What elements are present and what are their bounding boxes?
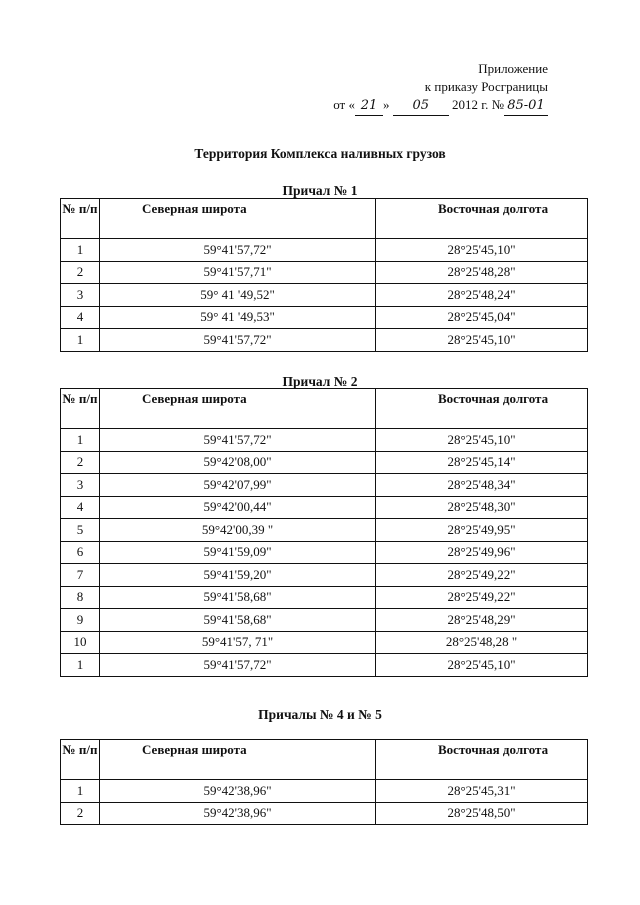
row-number: 1 (61, 429, 100, 452)
header-lon: Восточная долгота (376, 199, 588, 239)
row-number: 7 (61, 564, 100, 587)
row-number: 1 (61, 239, 100, 262)
date-prefix: от « (333, 97, 355, 112)
latitude-cell: 59° 41 '49,53" (100, 306, 376, 329)
berth45-table (60, 739, 588, 825)
header-lat: Северная широта (100, 199, 376, 239)
longitude-cell: 28°25'48,30" (376, 496, 588, 519)
longitude-cell: 28°25'49,22" (376, 586, 588, 609)
latitude-cell: 59°41'57,72" (100, 654, 376, 677)
table-header-row (61, 740, 588, 780)
longitude-cell: 28°25'49,22" (376, 564, 588, 587)
longitude-cell: 28°25'49,95" (376, 519, 588, 542)
longitude-cell: 28°25'45,04" (376, 306, 588, 329)
table-row (61, 541, 588, 564)
longitude-cell: 28°25'49,96" (376, 541, 588, 564)
latitude-cell: 59°41'57,72" (100, 239, 376, 262)
date-day: 21 (355, 97, 383, 116)
latitude-cell: 59°42'07,99" (100, 474, 376, 497)
longitude-cell: 28°25'48,28 " (376, 631, 588, 654)
latitude-cell: 59°41'59,09" (100, 541, 376, 564)
berth2-caption: Причал № 2 (282, 374, 358, 389)
order-number: 85-01 (504, 97, 548, 116)
table-row (61, 519, 588, 542)
row-number: 10 (61, 631, 100, 654)
latitude-cell: 59°42'00,44" (100, 496, 376, 519)
row-number: 8 (61, 586, 100, 609)
table-row (61, 239, 588, 262)
latitude-cell: 59° 41 '49,52" (100, 284, 376, 307)
row-number: 2 (61, 261, 100, 284)
table-row (61, 631, 588, 654)
longitude-cell: 28°25'45,14" (376, 451, 588, 474)
row-number: 6 (61, 541, 100, 564)
longitude-cell: 28°25'45,10" (376, 429, 588, 452)
latitude-cell: 59°42'38,96" (100, 780, 376, 803)
latitude-cell: 59°42'38,96" (100, 802, 376, 825)
row-number: 9 (61, 609, 100, 632)
longitude-cell: 28°25'48,34" (376, 474, 588, 497)
table-header-row (61, 199, 588, 239)
row-number: 3 (61, 474, 100, 497)
table-row (61, 586, 588, 609)
row-number: 2 (61, 451, 100, 474)
table-row (61, 654, 588, 677)
date-year: 2012 г. № (451, 97, 504, 112)
berth1-table (60, 198, 588, 352)
appendix-header (333, 60, 548, 116)
header-num: № п/п (61, 740, 100, 780)
row-number: 1 (61, 780, 100, 803)
row-number: 1 (61, 329, 100, 352)
row-number: 1 (61, 654, 100, 677)
latitude-cell: 59°41'59,20" (100, 564, 376, 587)
document-title: Территория Комплекса наливных грузов (194, 146, 446, 161)
row-number: 3 (61, 284, 100, 307)
table-header-row (61, 389, 588, 429)
latitude-cell: 59°41'58,68" (100, 586, 376, 609)
table-row (61, 474, 588, 497)
table-row (61, 609, 588, 632)
header-lat: Северная широта (100, 740, 376, 780)
latitude-cell: 59°41'57,72" (100, 329, 376, 352)
longitude-cell: 28°25'45,10" (376, 239, 588, 262)
longitude-cell: 28°25'48,29" (376, 609, 588, 632)
header-lon: Восточная долгота (376, 740, 588, 780)
latitude-cell: 59°42'08,00" (100, 451, 376, 474)
table-row (61, 429, 588, 452)
berth45-caption: Причалы № 4 и № 5 (258, 707, 382, 722)
row-number: 4 (61, 496, 100, 519)
table-row (61, 564, 588, 587)
row-number: 2 (61, 802, 100, 825)
header-num: № п/п (61, 199, 100, 239)
appendix-order-ref: к приказу Росграницы (424, 79, 548, 94)
longitude-cell: 28°25'45,10" (376, 654, 588, 677)
header-num: № п/п (61, 389, 100, 429)
row-number: 5 (61, 519, 100, 542)
longitude-cell: 28°25'48,50" (376, 802, 588, 825)
appendix-date-line (333, 96, 548, 116)
latitude-cell: 59°41'57,72" (100, 429, 376, 452)
longitude-cell: 28°25'48,24" (376, 284, 588, 307)
latitude-cell: 59°41'57, 71" (100, 631, 376, 654)
table-row (61, 451, 588, 474)
longitude-cell: 28°25'45,31" (376, 780, 588, 803)
date-mid: » (382, 97, 390, 112)
table-row (61, 496, 588, 519)
table-row (61, 306, 588, 329)
header-lat: Северная широта (100, 389, 376, 429)
latitude-cell: 59°41'58,68" (100, 609, 376, 632)
berth2-table (60, 388, 588, 677)
table-row (61, 261, 588, 284)
date-month: 05 (393, 97, 449, 116)
longitude-cell: 28°25'45,10" (376, 329, 588, 352)
table-row (61, 802, 588, 825)
table-row (61, 329, 588, 352)
berth1-caption: Причал № 1 (282, 183, 358, 198)
latitude-cell: 59°42'00,39 " (100, 519, 376, 542)
appendix-label: Приложение (478, 61, 548, 76)
table-row (61, 780, 588, 803)
table-row (61, 284, 588, 307)
row-number: 4 (61, 306, 100, 329)
header-lon: Восточная долгота (376, 389, 588, 429)
longitude-cell: 28°25'48,28" (376, 261, 588, 284)
latitude-cell: 59°41'57,71" (100, 261, 376, 284)
